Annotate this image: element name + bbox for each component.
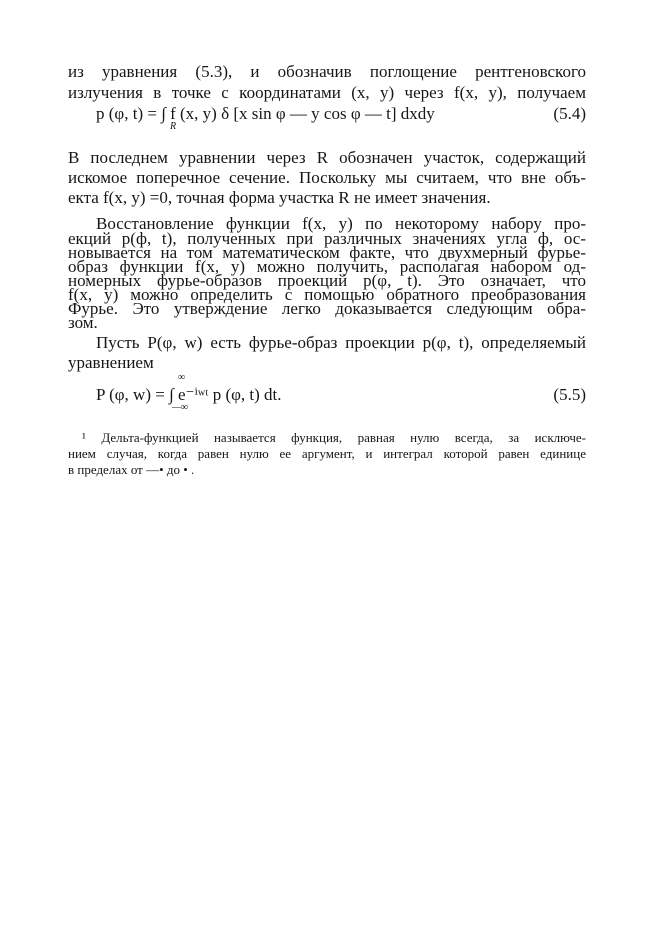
equation-5-5-lower-limit: —∞ xyxy=(172,402,189,413)
text-line: уравнением xyxy=(68,353,154,372)
text-line: зом. xyxy=(68,313,98,332)
equation-5-5: P (φ, w) = ∫ e⁻ⁱʷᵗ p (φ, t) dt. xyxy=(96,385,282,404)
paragraph-indent-line: Восстановление функции f(x, y) по некоторому набору про- xyxy=(96,214,586,233)
text-line: Фурье. Это утверждение легко доказывается следующим обра- xyxy=(68,299,586,318)
text-line: искомое поперечное сечение. Поскольку мы считаем, что вне объ- xyxy=(68,168,586,187)
text-line: В последнем уравнении через R обозначен участок, содержащий xyxy=(68,148,586,167)
equation-number-5-4: (5.4) xyxy=(553,104,586,123)
text-line: екта f(x, y) =0, точная форма участка R не имеет значения. xyxy=(68,188,491,207)
text-line: номерных фурье-образов проекций p(φ, t). Это означает, что xyxy=(68,271,586,290)
text-line: из уравнения (5.3), и обозначив поглощение рентгеновского xyxy=(68,62,586,81)
equation-5-4-subscript: R xyxy=(170,121,177,132)
text-line: образ функции f(x, y) можно получить, располагая набором од- xyxy=(68,257,586,276)
equation-number-5-5: (5.5) xyxy=(553,385,586,404)
text-line: екций p(ф, t), полученных при различных значениях угла ф, ос- xyxy=(68,229,586,248)
text-line: f(x, y) можно определить с помощью обратного преобразования xyxy=(68,285,586,304)
equation-5-4: p (φ, t) = ∫ f (x, y) δ [x sin φ — y cos φ — t] dxdy xyxy=(96,104,435,123)
footnote-line: ¹ Дельта-функцией называется функция, равная нулю всегда, за исключе- xyxy=(82,430,586,445)
footnote-line: нием случая, когда равен нулю ее аргумент, и интеграл которой равен единице xyxy=(68,446,586,461)
equation-5-5-upper-limit: ∞ xyxy=(178,372,186,383)
footnote-line: в пределах от —• до • . xyxy=(68,462,195,477)
paragraph-indent-line: Пусть P(φ, w) есть фурье-образ проекции p(φ, t), определяемый xyxy=(96,333,586,352)
text-line: новывается на том математическом факте, что двухмерный фурье- xyxy=(68,243,586,262)
text-line: излучения в точке с координатами (x, y) через f(x, y), получаем xyxy=(68,83,586,102)
